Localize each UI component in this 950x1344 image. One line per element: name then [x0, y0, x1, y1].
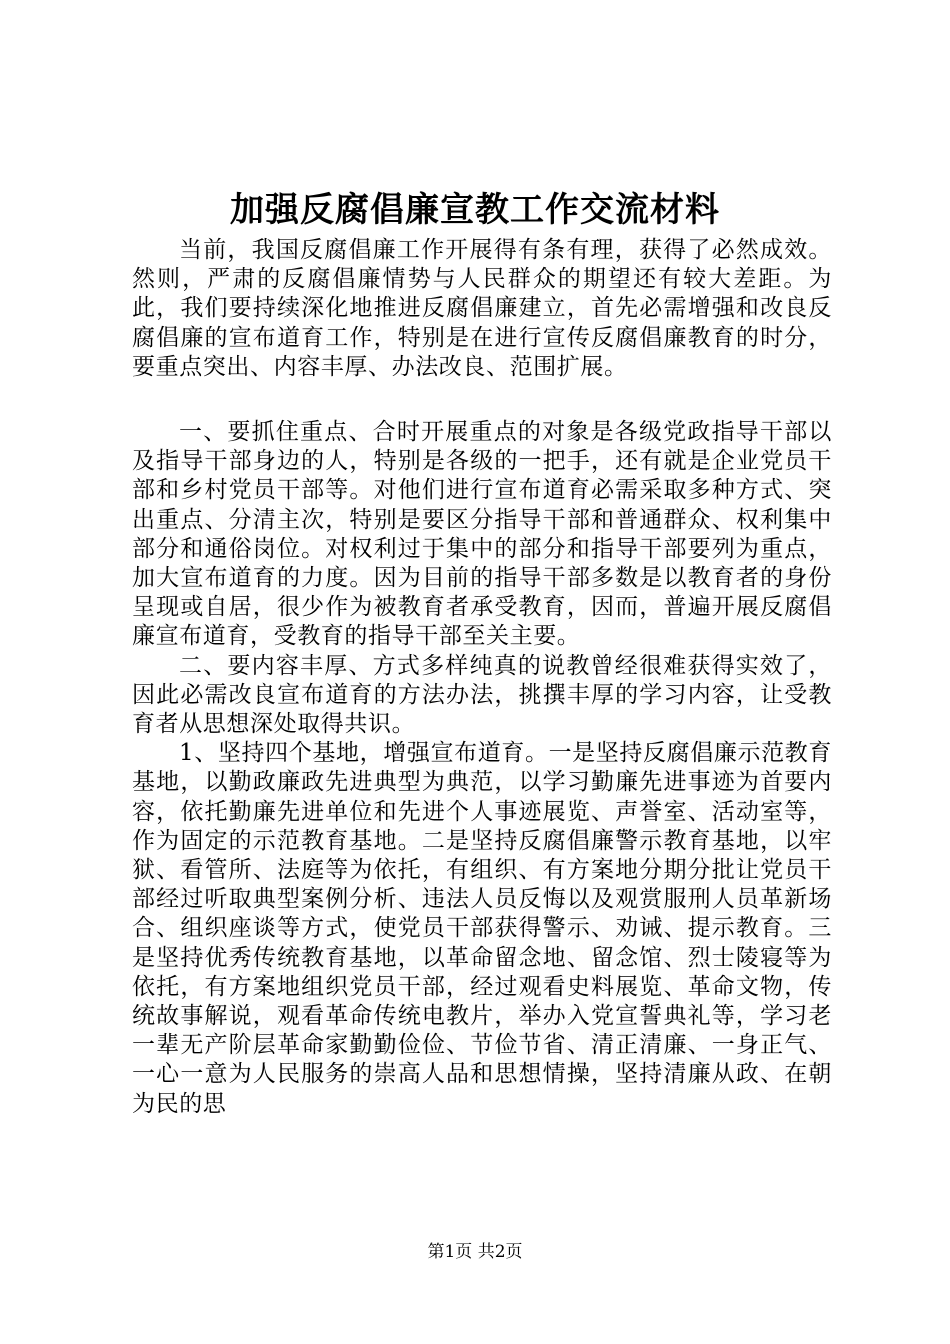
- paragraph-section-2: 二、要内容丰厚、方式多样纯真的说教曾经很难获得实效了，因此必需改良宣布道育的方法办法，挑撰丰厚的学习内容，让受教育者从思想深处取得共识。: [132, 652, 832, 738]
- paragraph-item-1: 1、坚持四个基地，增强宣布道育。一是坚持反腐倡廉示范教育基地，以勤政廉政先进典型为典范，以学习勤廉先进事迹为首要内容，依托勤廉先进单位和先进个人事迹展览、声誉室、活动室等，作为固定的示范教育基地。二是坚持反腐倡廉警示教育基地，以牢狱、看管所、法庭等为依托，有组织、有方案地分期分批让党员干部经过听取典型案例分析、违法人员反悔以及观赏服刑人员革新场合、组织座谈等方式，使党员干部获得警示、劝诫、提示教育。三是坚持优秀传统教育基地，以革命留念地、留念馆、烈士陵寝等为依托，有方案地组织党员干部，经过观看史料展览、革命文物，传统故事解说，观看革命传统电教片，举办入党宣誓典礼等，学习老一辈无产阶层革命家勤勤俭俭、节俭节省、清正清廉、一身正气、一心一意为人民服务的崇高人品和思想情操，坚持清廉从政、在朝为民的思: [132, 740, 832, 1117]
- paragraph-intro: 当前，我国反腐倡廉工作开展得有条有理，获得了必然成效。然则，严肃的反腐倡廉情势与人民群众的期望还有较大差距。为此，我们要持续深化地推进反腐倡廉建立，首先必需增强和改良反腐倡廉的宣布道育工作，特别是在进行宣传反腐倡廉教育的时分，要重点突出、内容丰厚、办法改良、范围扩展。: [132, 237, 832, 380]
- document-title: 加强反腐倡廉宣教工作交流材料: [230, 190, 720, 230]
- page-number-footer: 第1页 共2页: [427, 1242, 523, 1262]
- paragraph-section-1: 一、要抓住重点、合时开展重点的对象是各级党政指导干部以及指导干部身边的人，特别是各级的一把手，还有就是企业党员干部和乡村党员干部等。对他们进行宣布道育必需采取多种方式、突出重点、分清主次，特别是要区分指导干部和普通群众、权利集中部分和通俗岗位。对权利过于集中的部分和指导干部要列为重点，加大宣布道育的力度。因为目前的指导干部多数是以教育者的身份呈现或自居，很少作为被教育者承受教育，因而，普遍开展反腐倡廉宣布道育，受教育的指导干部至关主要。: [132, 419, 832, 650]
- document-body: [132, 236, 832, 1119]
